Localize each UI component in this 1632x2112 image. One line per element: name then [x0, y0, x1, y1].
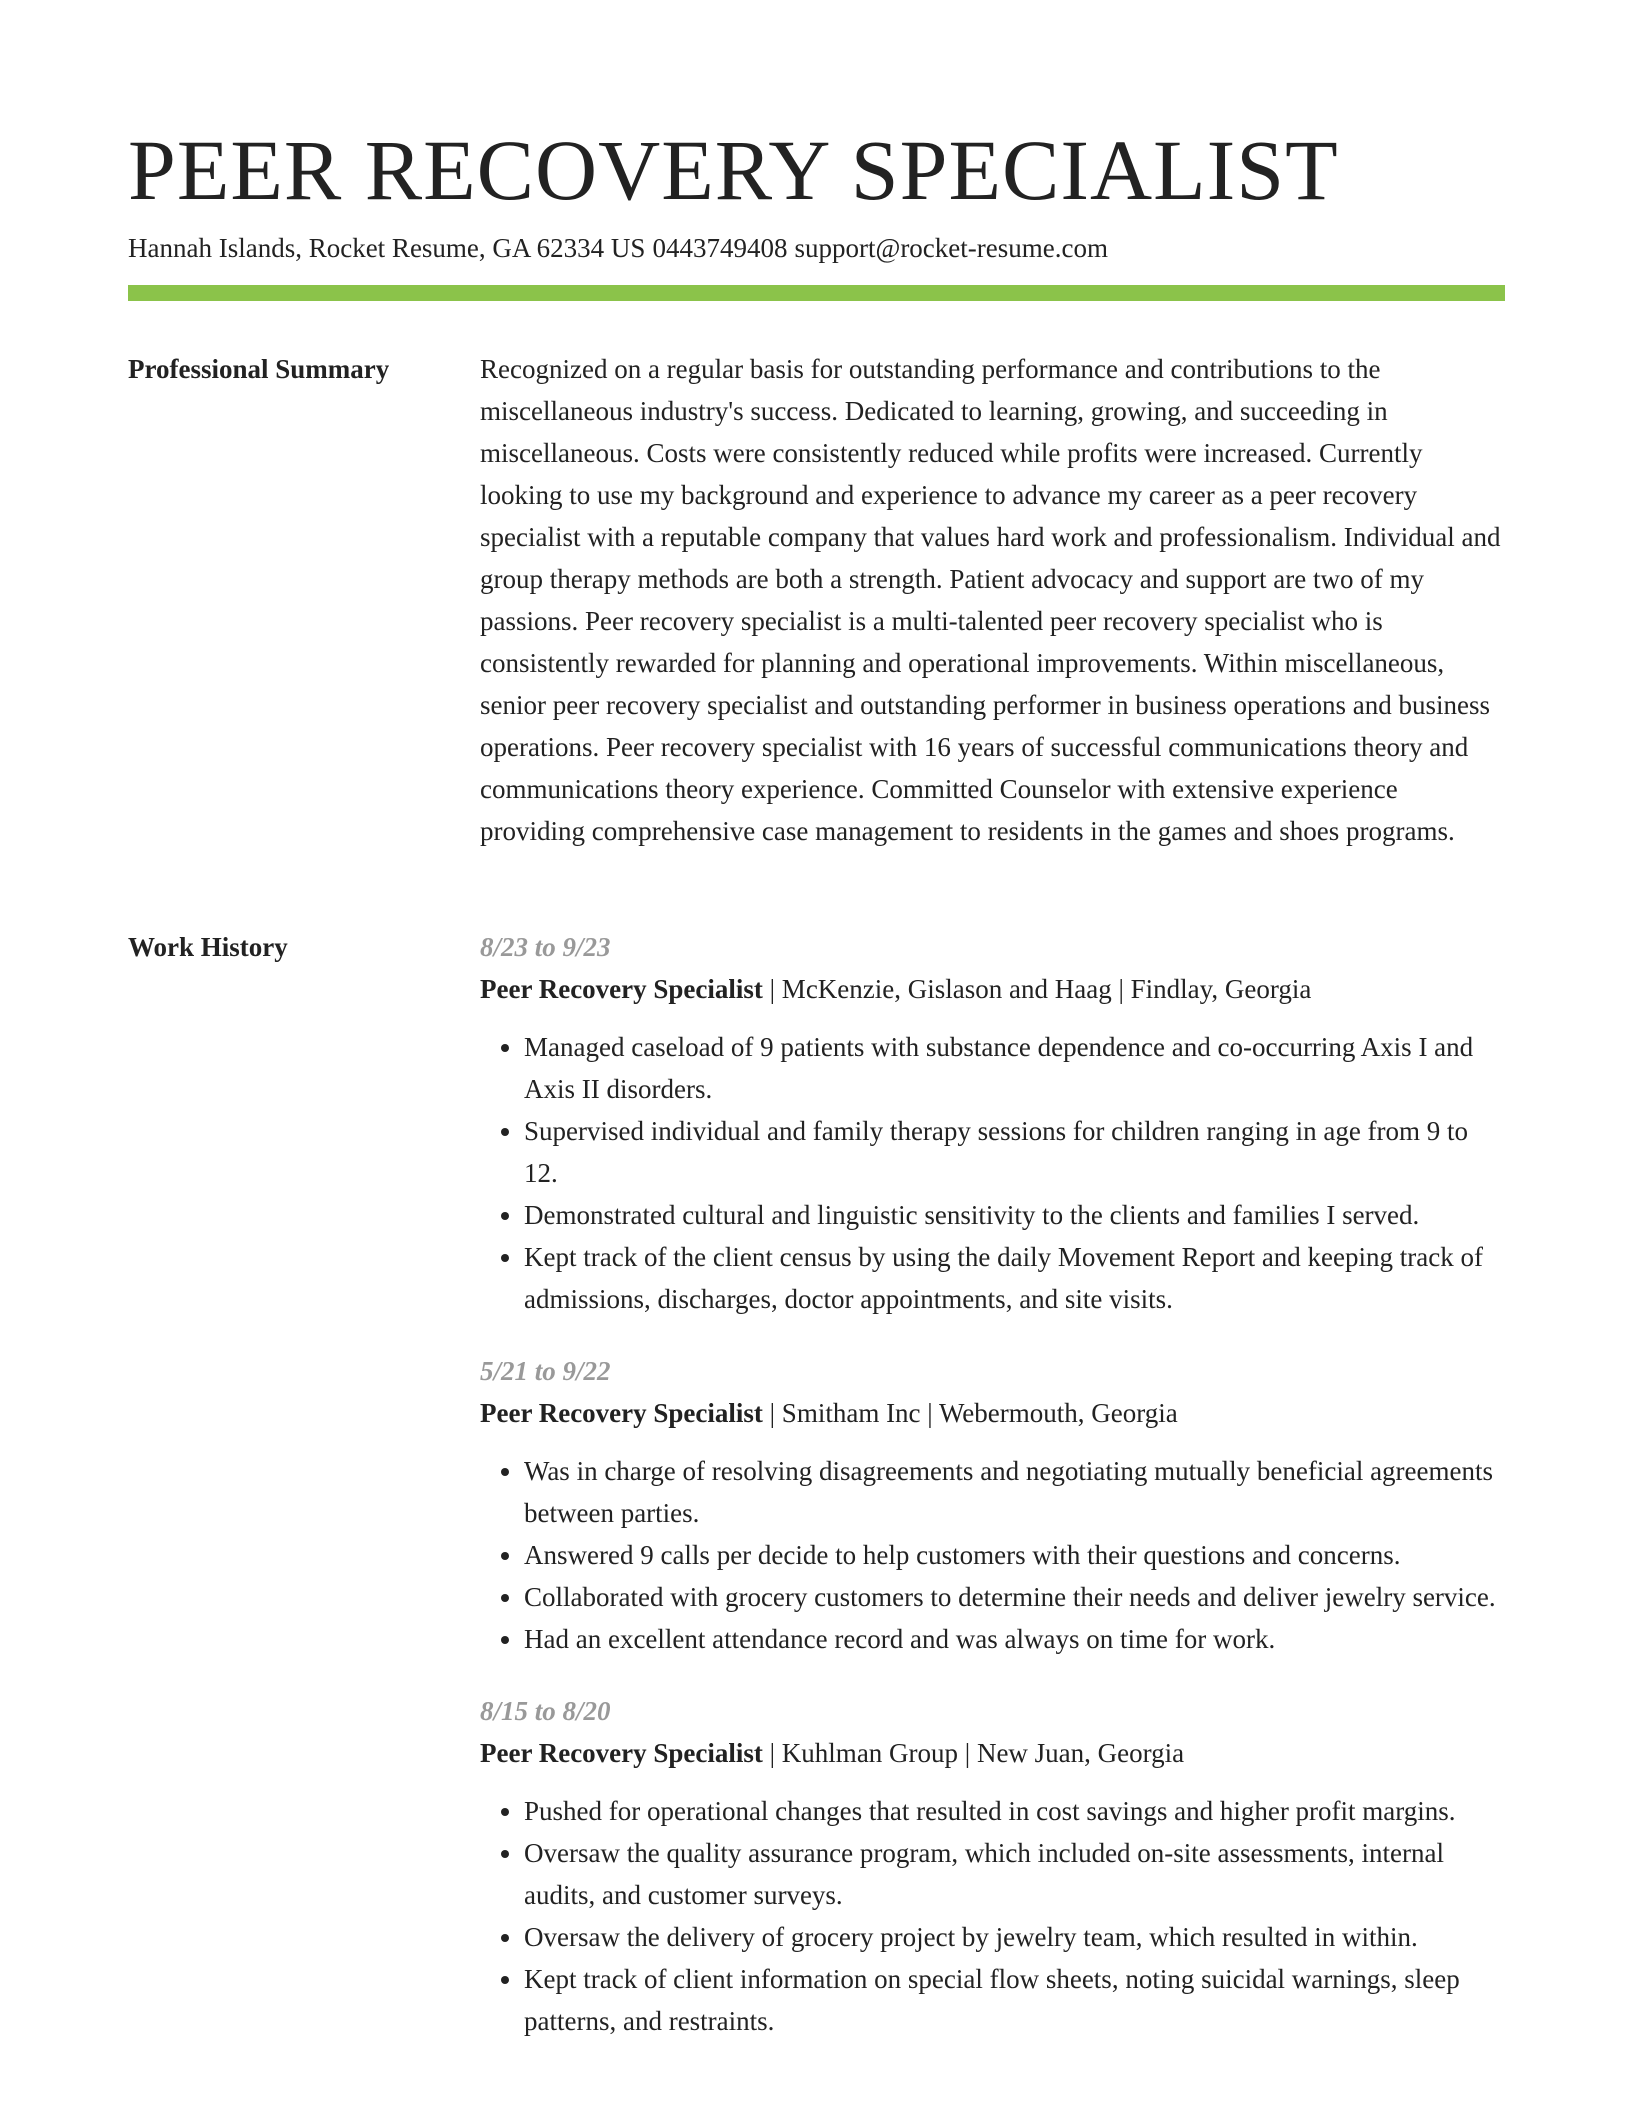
job-bullet: • Managed caseload of 9 patients with substance dependence and co-occurring Axis I and Axis II disorders.: [524, 1026, 1505, 1110]
job-entry: [480, 926, 1505, 1320]
job-dates: 8/15 to 8/20: [480, 1696, 611, 1726]
job-bullet: • Supervised individual and family therapy sessions for children ranging in age from 9 to 12.: [524, 1110, 1505, 1194]
work-history-heading: Work History: [128, 932, 288, 962]
job-bullet: • Oversaw the delivery of grocery project by jewelry team, which resulted in within.: [524, 1916, 1505, 1958]
job-dates: 8/23 to 9/23: [480, 932, 611, 962]
job-bullet: • Oversaw the quality assurance program, which included on-site assessments, internal audits, and customer surveys.: [524, 1832, 1505, 1916]
job-details: | Smitham Inc | Webermouth, Georgia: [762, 1398, 1178, 1428]
job-bullet: • Collaborated with grocery customers to determine their needs and deliver jewelry service.: [524, 1576, 1505, 1618]
job-title: Peer Recovery Specialist: [480, 1398, 763, 1428]
job-bullets: [480, 1450, 1505, 1660]
job-title-line: [480, 968, 1505, 1010]
contact-line: [128, 230, 1108, 266]
job-bullet: • Pushed for operational changes that resulted in cost savings and higher profit margins.: [524, 1790, 1505, 1832]
summary-body: [480, 348, 1505, 852]
job-details: | McKenzie, Gislason and Haag | Findlay, Georgia: [762, 974, 1312, 1004]
contact-phone: 0443749408: [652, 233, 788, 263]
job-bullets: [480, 1026, 1505, 1320]
job-title: Peer Recovery Specialist: [480, 1738, 763, 1768]
summary-heading: Professional Summary: [128, 354, 390, 384]
job-entry: [480, 1690, 1505, 2042]
job-title-line: [480, 1392, 1505, 1434]
job-bullets: [480, 1790, 1505, 2042]
job-bullet: • Kept track of client information on special flow sheets, noting suicidal warnings, sleep patterns, and restraints.: [524, 1958, 1505, 2042]
header-divider: [128, 285, 1505, 301]
job-details: | Kuhlman Group | New Juan, Georgia: [762, 1738, 1185, 1768]
job-bullet: • Kept track of the client census by using the daily Movement Report and keeping track of admissions, discharges, doctor appointments, and site visits.: [524, 1236, 1505, 1320]
job-bullet: • Answered 9 calls per decide to help customers with their questions and concerns.: [524, 1534, 1505, 1576]
job-bullet: • Had an excellent attendance record and was always on time for work.: [524, 1618, 1505, 1660]
job-title-line: [480, 1732, 1505, 1774]
job-entry: [480, 1350, 1505, 1660]
job-dates: 5/21 to 9/22: [480, 1356, 611, 1386]
contact-address: Hannah Islands, Rocket Resume, GA 62334 US: [128, 233, 646, 263]
work-history-body: [480, 926, 1505, 2072]
job-title: Peer Recovery Specialist: [480, 974, 763, 1004]
summary-text: Recognized on a regular basis for outstanding performance and contributions to the miscellaneous industry's success. Dedicated to learning, growing, and succeeding in miscellaneous. Costs were consistently reduced while profits were increased. Currently looking to use my background and experience to advance my career as a peer recovery specialist with a reputable company that values hard work and professionalism. Individual and group therapy methods are both a strength. Patient advocacy and support are two of my passions. Peer recovery specialist is a multi-talented peer recovery specialist who is consistently rewarded for planning and operational improvements. Within miscellaneous, senior peer recovery specialist and outstanding performer in business operations and business operations. Peer recovery specialist with 16 years of successful communications theory and communications theory experience. Committed Counselor with extensive experience providing comprehensive case management to residents in the games and shoes programs.: [480, 354, 1501, 846]
job-bullet: • Was in charge of resolving disagreements and negotiating mutually beneficial agreements between parties.: [524, 1450, 1505, 1534]
job-bullet: • Demonstrated cultural and linguistic sensitivity to the clients and families I served.: [524, 1194, 1505, 1236]
contact-email: support@rocket-resume.com: [794, 233, 1108, 263]
resume-name: PEER RECOVERY SPECIALIST: [128, 122, 1339, 218]
